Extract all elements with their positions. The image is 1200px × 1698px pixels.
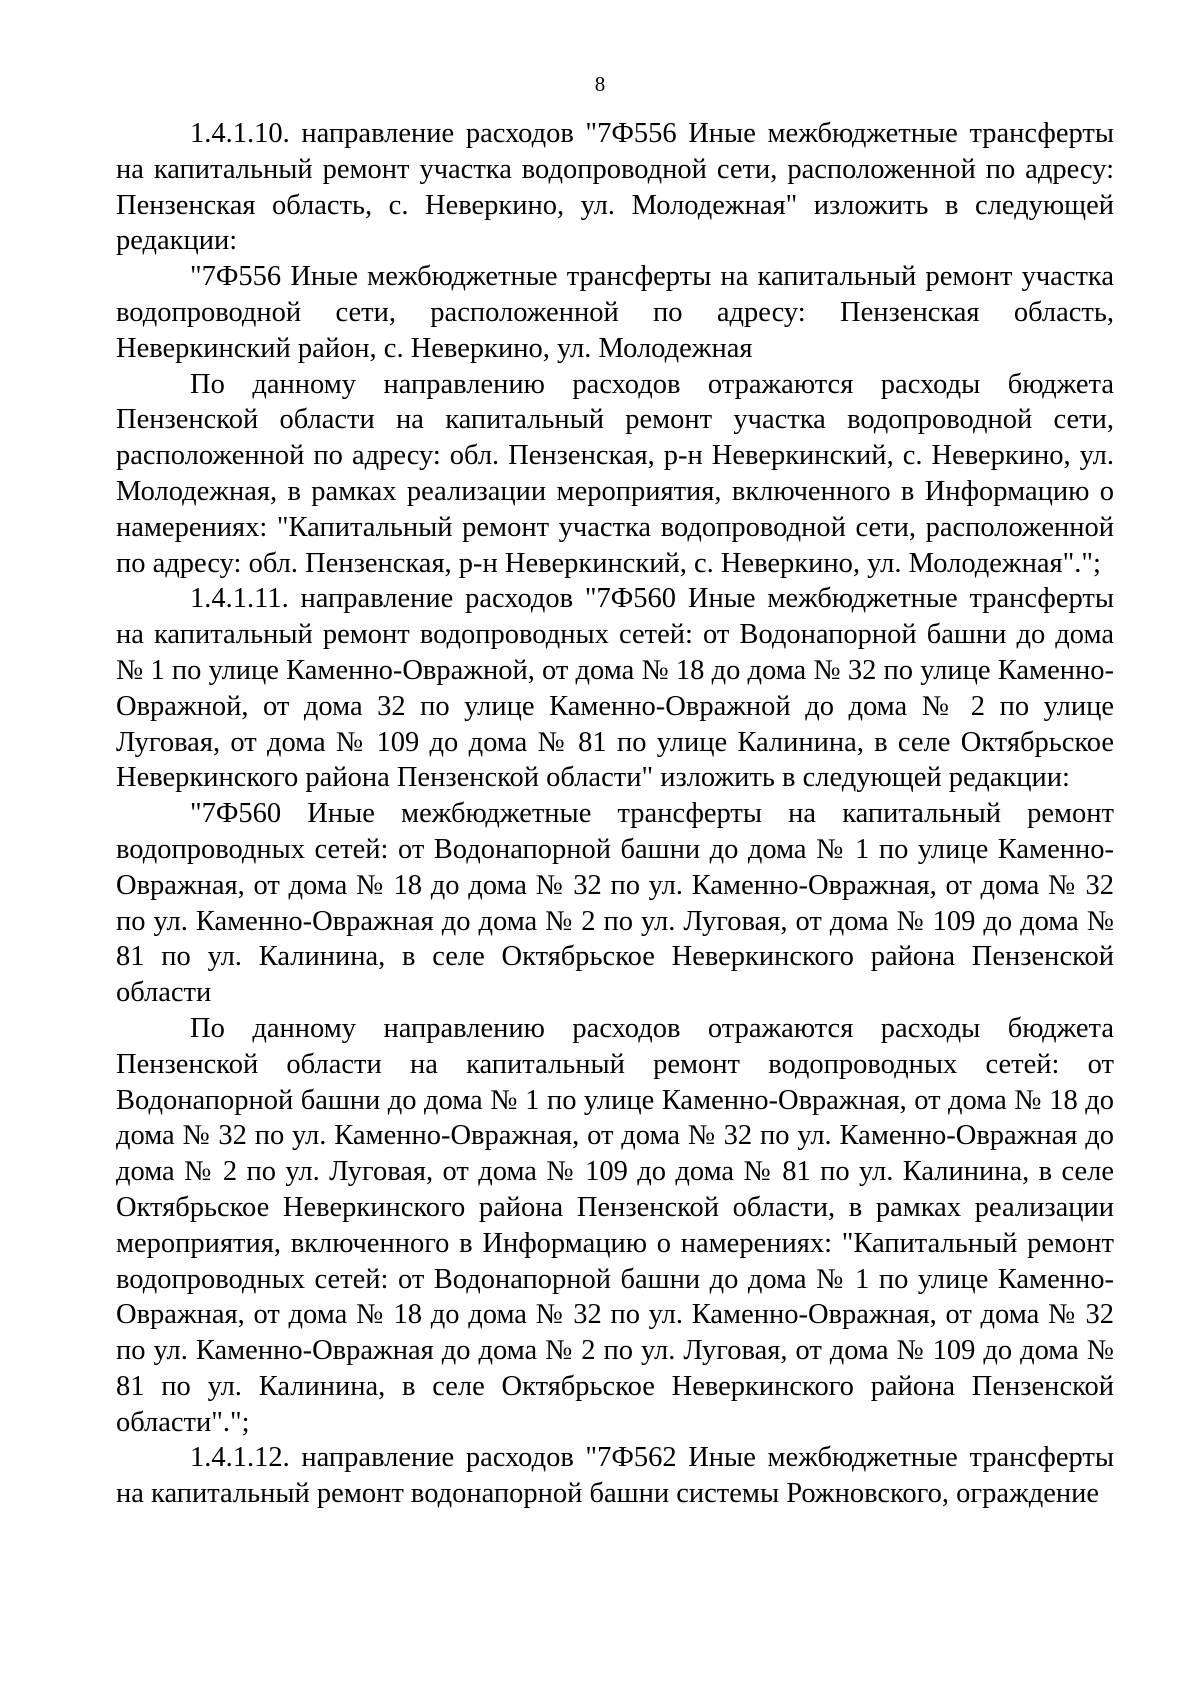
paragraph-7f560-definition: "7Ф560 Иные межбюджетные трансферты на капитальный ремонт водопроводных сетей: от Водонапорной башни до дома № 1 по улице Каменно-Овражная, от дома № 18 до дома № 32 по ул. Каменно-Овражная, от дома № 32 по ул. Каменно-Овражная до дома № 2 по ул. Луговая, от дома № 109 до дома № 81 по ул. Калинина, в селе Октябрьское Неверкинского района Пензенской области — [116, 798, 1114, 1009]
paragraph-1-4-1-10: 1.4.1.10. направление расходов "7Ф556 Иные межбюджетные трансферты на капитальный ремонт участка водопроводной сети, расположенной по адресу: Пензенская область, с. Неверкино, ул. Молодежная" изложить в следующей редакции: — [116, 118, 1114, 257]
page-number: 8 — [594, 72, 606, 96]
paragraph-7f556-description: По данному направлению расходов отражаются расходы бюджета Пензенской области на капитальный ремонт участка водопроводной сети, расположенной по адресу: обл. Пензенская, р-н Неверкинский, с. Неверкино, ул. Молодежная, в рамках реализации мероприятия, включенного в Информацию о намерениях: "Капитальный ремонт участка водопроводной сети, расположенной по адресу: обл. Пензенская, р-н Неверкинский, с. Неверкино, ул. Молодежная"."; — [116, 368, 1114, 579]
paragraph-7f560-description: По данному направлению расходов отражаются расходы бюджета Пензенской области на капитальный ремонт водопроводных сетей: от Водонапорной башни до дома № 1 по улице Каменно-Овражная, от дома № 18 до дома № 32 по ул. Каменно-Овражная, от дома № 32 по ул. Каменно-Овражная до дома № 2 по ул. Луговая, от дома № 109 до дома № 81 по ул. Калинина, в селе Октябрьское Неверкинского района Пензенской области, в рамках реализации мероприятия, включенного в Информацию о намерениях: "Капитальный ремонт водопроводных сетей: от Водонапорной башни до дома № 1 по улице Каменно-Овражная, от дома № 18 до дома № 32 по ул. Каменно-Овражная, от дома № 32 по ул. Каменно-Овражная до дома № 2 по ул. Луговая, от дома № 109 до дома № 81 по ул. Калинина, в селе Октябрьское Неверкинского района Пензенской области"."; — [116, 1012, 1114, 1438]
paragraph-1-4-1-11: 1.4.1.11. направление расходов "7Ф560 Иные межбюджетные трансферты на капитальный ремонт водопроводных сетей: от Водонапорной башни до дома № 1 по улице Каменно-Овражной, от дома № 18 до дома № 32 по улице Каменно-Овражной, от дома 32 по улице Каменно-Овражной до дома № 2 по улице Луговая, от дома № 109 до дома № 81 по улице Калинина, в селе Октябрьское Неверкинского района Пензенской области" изложить в следующей редакции: — [116, 583, 1114, 794]
document-body — [116, 116, 1114, 1512]
paragraph-7f556-definition: "7Ф556 Иные межбюджетные трансферты на капитальный ремонт участка водопроводной сети, расположенной по адресу: Пензенская область, Неверкинский район, с. Неверкино, ул. Молодежная — [116, 261, 1114, 364]
paragraph-1-4-1-12: 1.4.1.12. направление расходов "7Ф562 Иные межбюджетные трансферты на капитальный ремонт водонапорной башни системы Рожновского, ограждение — [116, 1442, 1114, 1510]
